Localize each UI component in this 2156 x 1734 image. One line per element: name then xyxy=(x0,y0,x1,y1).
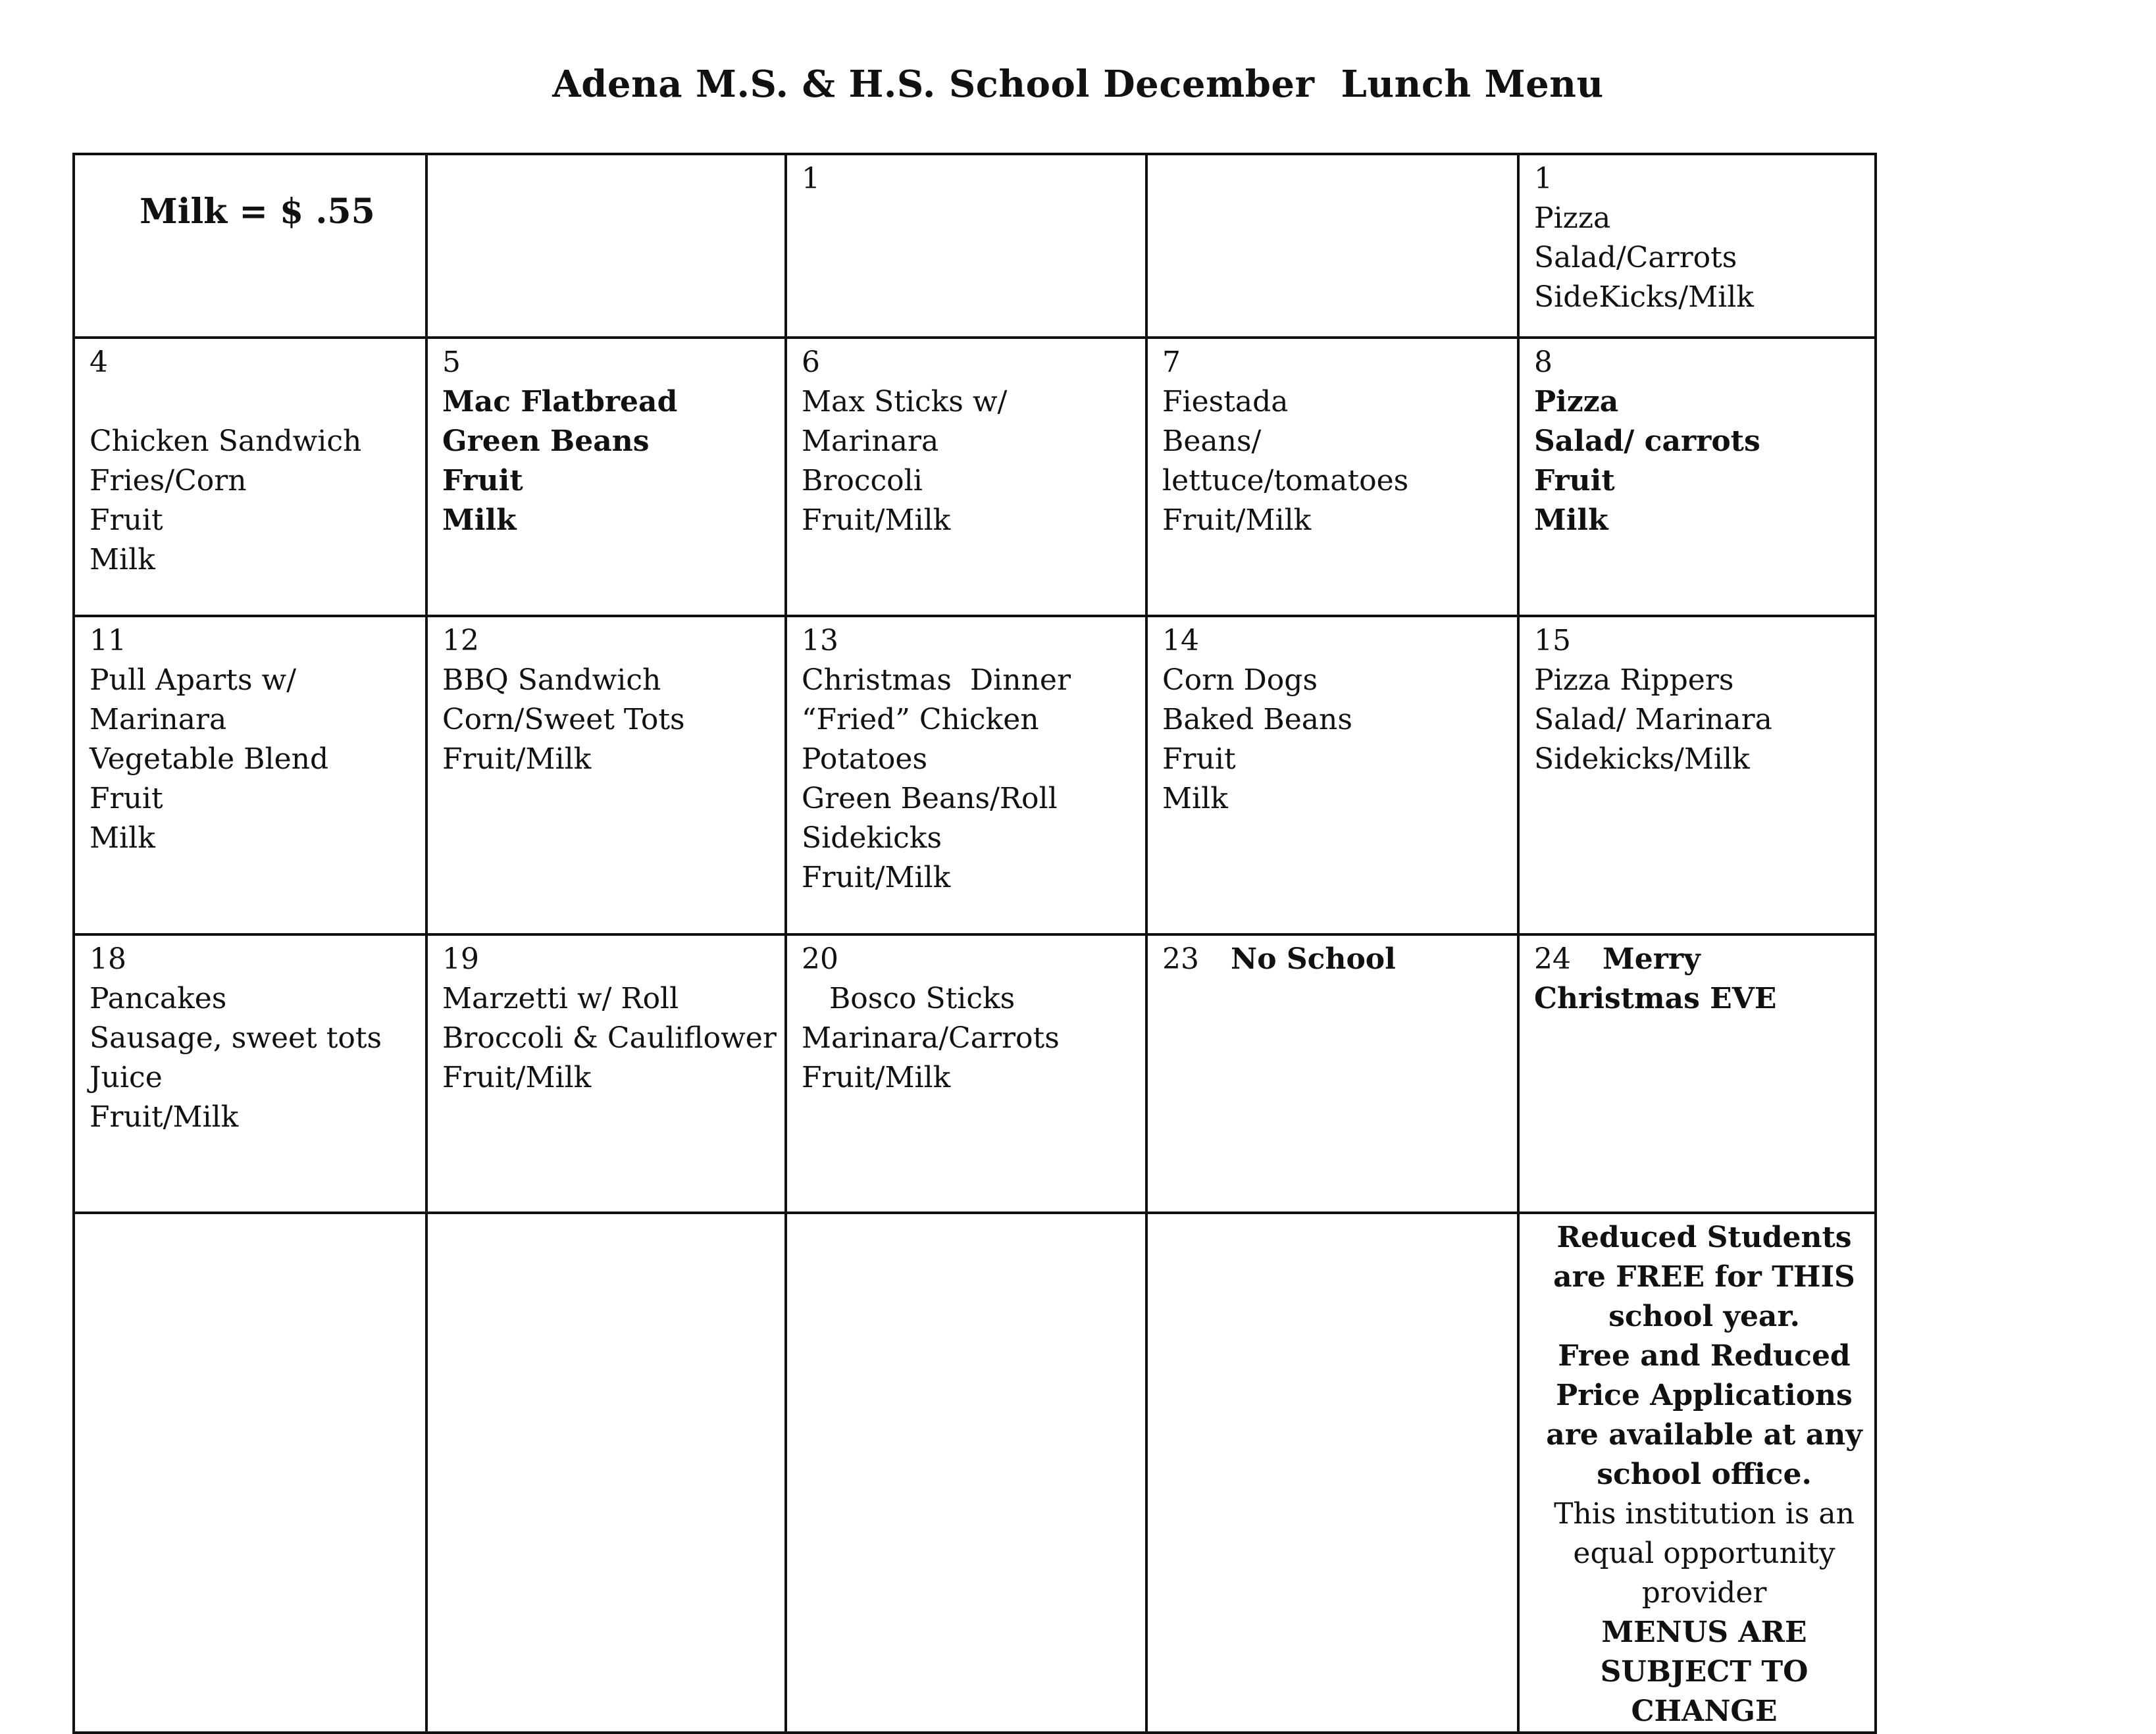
page-title: Adena M.S. & H.S. School December Lunch Menu xyxy=(552,63,1604,106)
menu-item: Fruit xyxy=(1162,742,1236,776)
day-cell xyxy=(74,616,426,934)
menu-item: Broccoli xyxy=(802,464,923,497)
day-cell xyxy=(74,934,426,1213)
menu-item: Bosco Sticks xyxy=(802,982,1015,1015)
menu-item: Fruit xyxy=(90,782,163,815)
day-cell xyxy=(1146,616,1518,934)
day-number: 12 xyxy=(442,624,479,657)
lunch-menu-calendar xyxy=(72,153,1877,1734)
day-number: 23 xyxy=(1162,942,1199,976)
menu-item: Milk xyxy=(90,821,155,855)
day-number: 6 xyxy=(802,345,820,379)
day-number: 4 xyxy=(90,345,108,379)
menu-item: Salad/Carrots xyxy=(1534,241,1737,274)
day-cell xyxy=(426,338,786,616)
menu-item: Christmas Dinner xyxy=(802,663,1071,697)
day-cell xyxy=(786,616,1146,934)
week-row xyxy=(74,338,1876,616)
menu-item: Chicken Sandwich xyxy=(90,424,362,458)
menu-item: Vegetable Blend xyxy=(90,742,329,776)
menu-item: Fries/Corn xyxy=(90,464,247,497)
menu-item: Fruit/Milk xyxy=(802,861,951,894)
menu-item: Fruit/Milk xyxy=(90,1100,239,1134)
day-cell xyxy=(1518,934,1876,1213)
day-cell xyxy=(1146,154,1518,338)
menu-item: Sidekicks/Milk xyxy=(1534,742,1750,776)
day-note: Merry xyxy=(1603,942,1701,976)
day-number: 19 xyxy=(442,942,479,976)
menu-item: Pizza Rippers xyxy=(1534,663,1734,697)
menu-item: Pizza xyxy=(1534,385,1619,419)
menu-item: Baked Beans xyxy=(1162,703,1352,736)
week-row xyxy=(74,1213,1876,1733)
day-number: 11 xyxy=(90,624,126,657)
day-number: 1 xyxy=(802,162,820,195)
day-number: 20 xyxy=(802,942,838,976)
week-row xyxy=(74,934,1876,1213)
menu-item: Pull Aparts w/ xyxy=(90,663,297,697)
menu-item: Beans/ xyxy=(1162,424,1262,458)
menu-item: Corn Dogs xyxy=(1162,663,1318,697)
day-cell xyxy=(426,934,786,1213)
menu-item: Fruit xyxy=(90,503,163,537)
menu-item: Christmas EVE xyxy=(1534,982,1777,1015)
empty-cell xyxy=(426,1213,786,1733)
day-cell xyxy=(1518,338,1876,616)
notice-equal-opportunity: This institution is an equal opportunity provider xyxy=(1554,1497,1855,1610)
menu-item: Milk xyxy=(1534,503,1608,537)
menu-item: Fruit/Milk xyxy=(442,1061,592,1094)
day-number: 24 xyxy=(1534,942,1571,976)
milk-price: Milk = $ .55 xyxy=(140,191,375,232)
empty-cell xyxy=(1146,1213,1518,1733)
day-cell xyxy=(1146,934,1518,1213)
menu-item: Juice xyxy=(90,1061,163,1094)
day-number: 7 xyxy=(1162,345,1181,379)
menu-item: Fruit/Milk xyxy=(1162,503,1312,537)
menu-item: Salad/ carrots xyxy=(1534,424,1760,458)
menu-item: Sausage, sweet tots xyxy=(90,1021,382,1055)
menu-item: Fruit/Milk xyxy=(802,503,951,537)
day-number: 1 xyxy=(1534,162,1553,195)
menu-item: Sidekicks xyxy=(802,821,942,855)
day-number: 8 xyxy=(1534,345,1553,379)
menu-item: Fruit xyxy=(1534,464,1615,497)
menu-item: Fruit/Milk xyxy=(442,742,592,776)
menu-item: Fruit xyxy=(442,464,523,497)
empty-cell xyxy=(74,1213,426,1733)
day-number: 14 xyxy=(1162,624,1199,657)
menu-item: Milk xyxy=(90,543,155,576)
menu-item: lettuce/tomatoes xyxy=(1162,464,1409,497)
menu-item: Marzetti w/ Roll xyxy=(442,982,679,1015)
menu-item: Green Beans xyxy=(442,424,650,458)
day-number: 18 xyxy=(90,942,126,976)
day-cell xyxy=(1518,616,1876,934)
menu-item: Pizza xyxy=(1534,201,1611,235)
day-header xyxy=(1162,940,1517,979)
menu-item: Salad/ Marinara xyxy=(1534,703,1772,736)
menu-item: Max Sticks w/ xyxy=(802,385,1008,419)
menu-item: Pancakes xyxy=(90,982,227,1015)
menu-item: Marinara/Carrots xyxy=(802,1021,1060,1055)
menu-item: Corn/Sweet Tots xyxy=(442,703,685,736)
menu-item: Mac Flatbread xyxy=(442,385,678,419)
day-cell xyxy=(426,154,786,338)
menu-item: SideKicks/Milk xyxy=(1534,280,1754,314)
menu-item: Potatoes xyxy=(802,742,928,776)
day-cell xyxy=(786,934,1146,1213)
milk-price-cell xyxy=(74,154,426,338)
day-cell xyxy=(74,338,426,616)
day-cell xyxy=(1146,338,1518,616)
day-cell xyxy=(786,154,1146,338)
day-cell xyxy=(786,338,1146,616)
menu-item: “Fried” Chicken xyxy=(802,703,1039,736)
day-number: 13 xyxy=(802,624,838,657)
menu-item: Green Beans/Roll xyxy=(802,782,1058,815)
menu-item: Fruit/Milk xyxy=(802,1061,951,1094)
day-cell xyxy=(426,616,786,934)
day-note: No School xyxy=(1231,942,1396,976)
notice-reduced-free: Reduced Students are FREE for THIS school year. xyxy=(1553,1221,1855,1333)
empty-cell xyxy=(786,1213,1146,1733)
week-row xyxy=(74,154,1876,338)
notice-menus-subject-to-change: MENUS ARE SUBJECT TO CHANGE xyxy=(1600,1616,1809,1728)
menu-item: Milk xyxy=(442,503,517,537)
menu-item: BBQ Sandwich xyxy=(442,663,661,697)
menu-item: Milk xyxy=(1162,782,1228,815)
day-cell xyxy=(1518,154,1876,338)
menu-item xyxy=(90,382,425,422)
notice-applications: Free and Reduced Price Applications are available at any school office. xyxy=(1546,1339,1862,1491)
menu-item: Broccoli & Cauliflower xyxy=(442,1021,777,1055)
week-row xyxy=(74,616,1876,934)
day-number: 15 xyxy=(1534,624,1571,657)
menu-item: Fiestada xyxy=(1162,385,1289,419)
notice-cell xyxy=(1518,1213,1876,1733)
menu-item: Marinara xyxy=(802,424,939,458)
menu-item: Marinara xyxy=(90,703,227,736)
day-header xyxy=(1534,940,1874,979)
day-number: 5 xyxy=(442,345,461,379)
